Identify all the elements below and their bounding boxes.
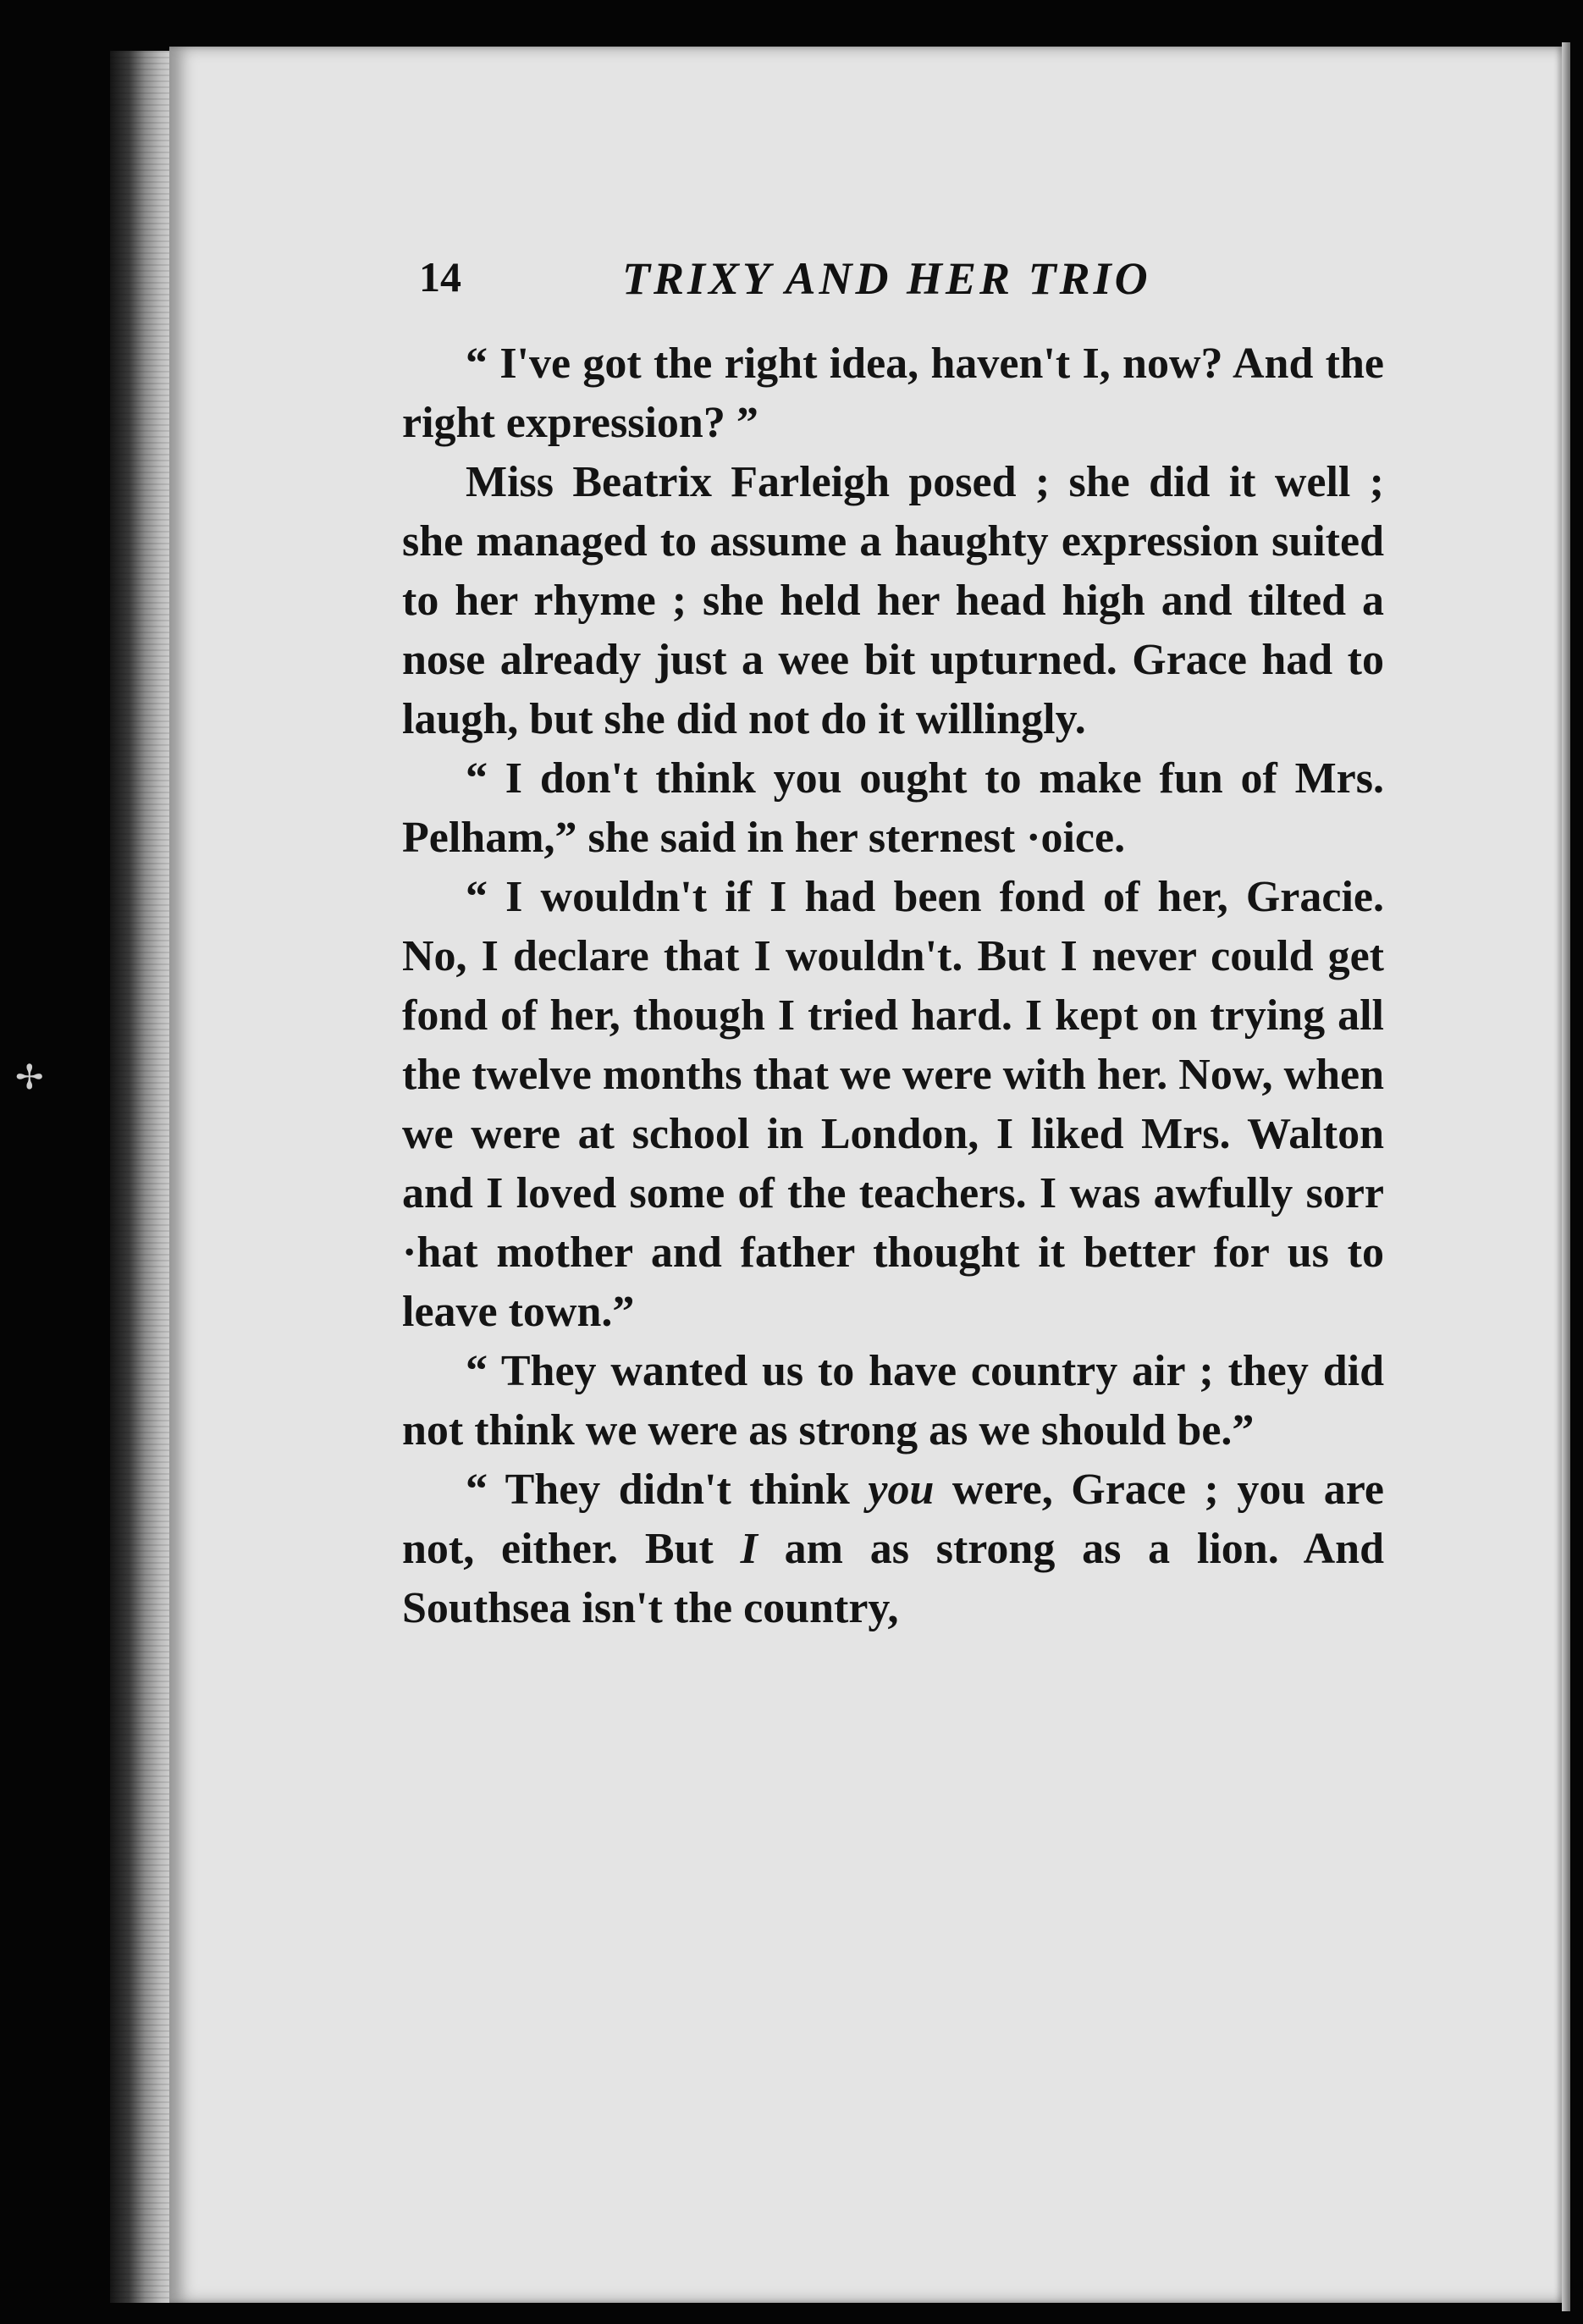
paragraph-last [402, 1460, 1384, 1638]
italic-word: you [868, 1466, 935, 1514]
text-run: am as strong as a lion. And Southsea isn't the country, [402, 1525, 1384, 1632]
paragraph: “ I've got the right idea, haven't I, now? And the right expression? ” [402, 339, 1384, 447]
paragraph: “ I don't think you ought to make fun of Mrs. Pelham,” she said in her sternest ·oice. [402, 754, 1384, 862]
body-text [402, 334, 1384, 1638]
italic-word: I [740, 1525, 758, 1573]
paragraph: “ They wanted us to have country air ; they did not think we were as strong as we should be.” [402, 1347, 1384, 1455]
scan-speck-mark: ✢ [15, 1058, 44, 1097]
book-title-header: TRIXY AND HER TRIO [622, 253, 1151, 304]
book-binding [110, 51, 174, 2303]
paragraph: “ I wouldn't if I had been fond of her, Gracie. No, I declare that I wouldn't. But I never could get fond of her, though I tried hard. I kept on trying all the twelve months that we were with her. Now, when we were at school in London, I liked Mrs. Walton and I loved some of the teachers. I was awfully sorr ·hat mother and father thought it better for us to leave town.” [402, 873, 1384, 1336]
running-head [419, 252, 1393, 320]
page-number: 14 [419, 253, 461, 301]
page-edge [1562, 42, 1570, 2311]
text-run: were, Grace ; you are not, either. But [402, 1466, 1384, 1573]
paragraph: Miss Beatrix Farleigh posed ; she did it well ; she managed to assume a haughty expression suited to her rhyme ; she held her head high and tilted a nose already just a wee bit upturned. Grace had to laugh, but she did not do it willingly. [402, 458, 1384, 743]
text-run: “ They didn't think [466, 1466, 869, 1514]
